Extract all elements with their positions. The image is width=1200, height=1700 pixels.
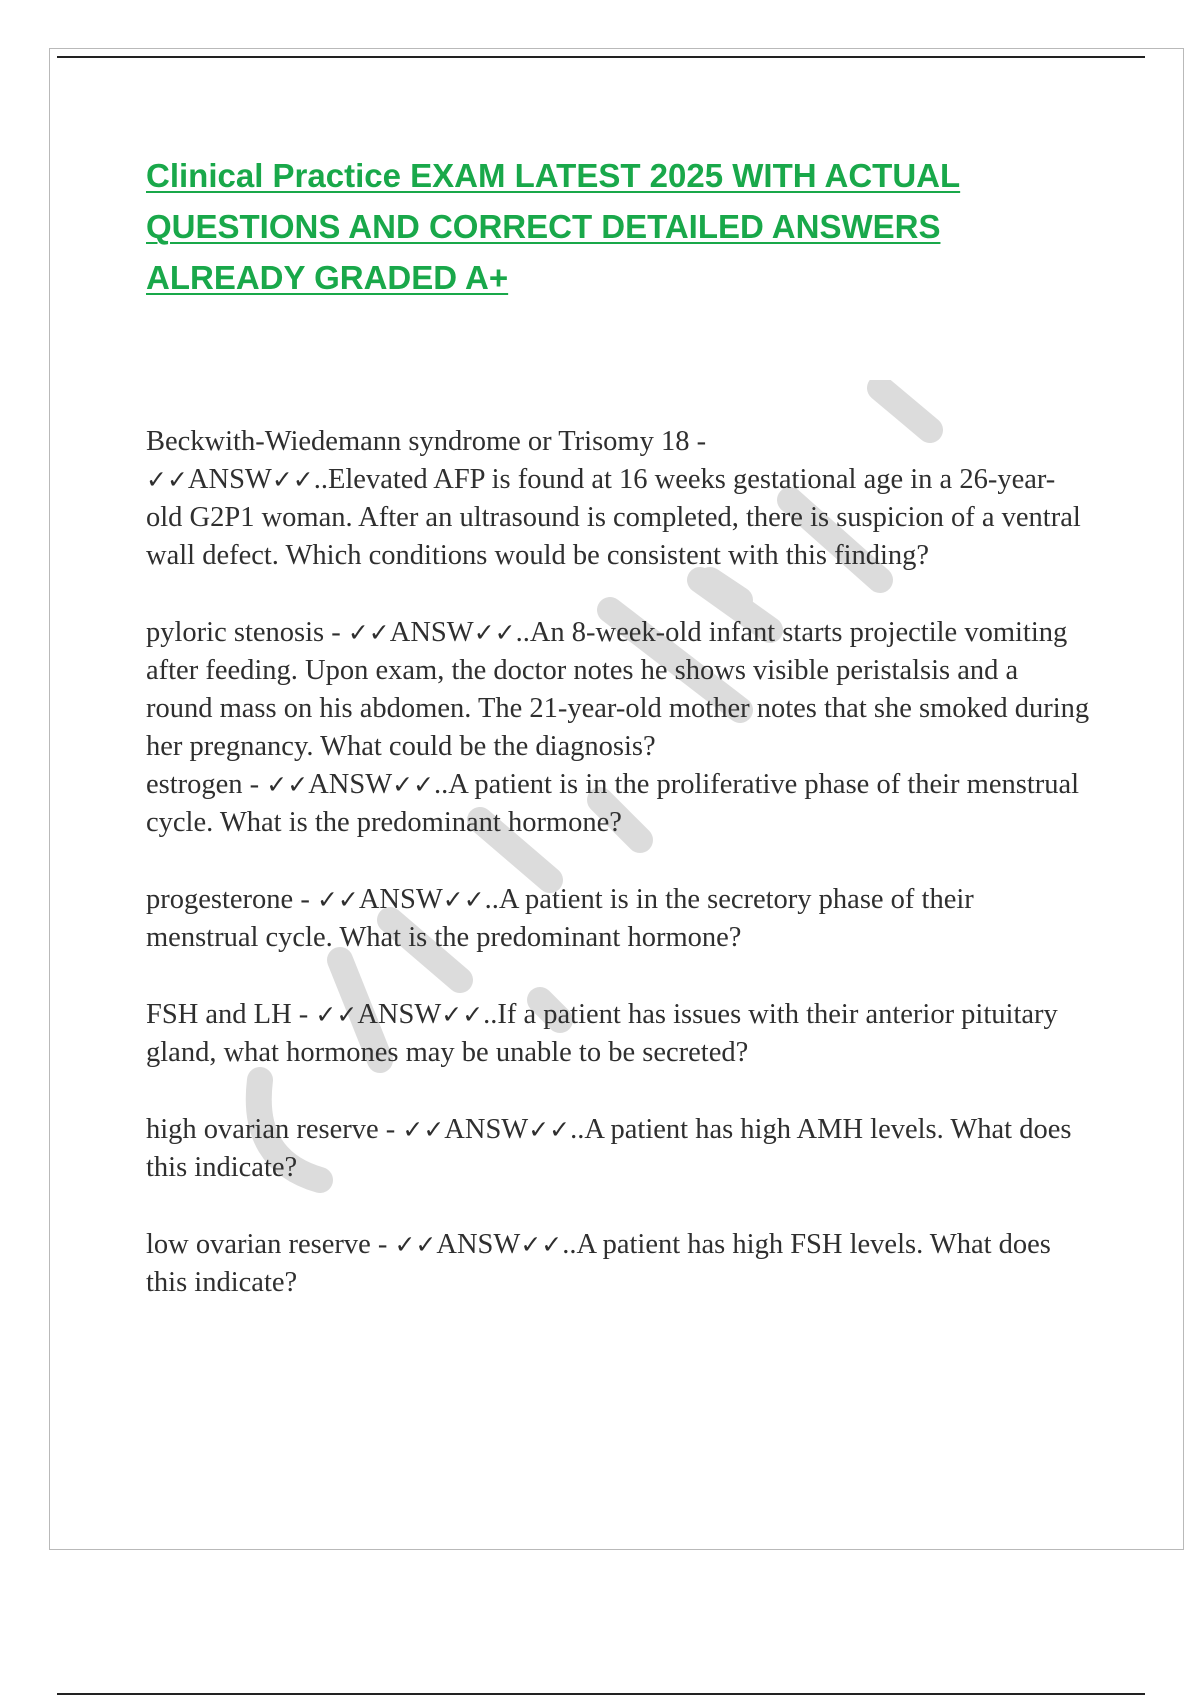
document-title: Clinical Practice EXAM LATEST 2025 WITH ACTUAL QUESTIONS AND CORRECT DETAILED ANSWERS ALREADY GRADED A+ [146, 157, 961, 296]
answer-text: pyloric stenosis - [146, 617, 341, 648]
answer-marker-label: ANSW [358, 884, 443, 915]
question-text: ..If a patient has issues with their anterior pituitary gland, what hormones may be unable to be secreted? [146, 999, 1058, 1068]
check-icon: ✓✓ [394, 1230, 437, 1259]
question-text: ..A patient is in the secretory phase of their menstrual cycle. What is the predominant hormone? [146, 884, 974, 953]
check-icon: ✓✓ [528, 1115, 571, 1144]
answer-text: low ovarian reserve - [146, 1229, 388, 1260]
qa-list [146, 423, 1091, 1302]
qa-item [146, 1111, 1091, 1187]
answer-marker-label: ANSW [187, 464, 272, 495]
check-icon: ✓✓ [146, 465, 188, 494]
check-icon: ✓✓ [520, 1230, 563, 1259]
check-icon: ✓✓ [441, 1000, 484, 1029]
qa-item [146, 1226, 1091, 1302]
answer-text: progesterone - [146, 884, 310, 915]
answer-text: estrogen - [146, 769, 260, 800]
check-icon: ✓✓ [442, 885, 485, 914]
check-icon: ✓✓ [266, 770, 309, 799]
document-content [146, 150, 1091, 1302]
check-icon: ✓✓ [347, 618, 390, 647]
question-text: ..An 8-week-old infant starts projectile vomiting after feeding. Upon exam, the doctor notes he shows visible peristalsis and a round mass on his abdomen. The 21-year-old mother notes that she smoked during her pregnancy. What could be the diagnosis? [146, 617, 1090, 762]
question-text: ..A patient has high FSH levels. What does this indicate? [146, 1229, 1051, 1298]
answer-text: Beckwith-Wiedemann syndrome or Trisomy 18 - [146, 426, 707, 457]
answer-marker-label: ANSW [308, 769, 393, 800]
answer-text: high ovarian reserve - [146, 1114, 396, 1145]
bottom-rule [57, 1693, 1145, 1695]
check-icon: ✓✓ [392, 770, 435, 799]
check-icon: ✓✓ [473, 618, 516, 647]
qa-item [146, 881, 1091, 957]
qa-item [146, 423, 1091, 575]
answer-marker-label: ANSW [444, 1114, 529, 1145]
qa-item [146, 996, 1091, 1072]
question-text: ..A patient is in the proliferative phase of their menstrual cycle. What is the predominant hormone? [146, 769, 1080, 838]
question-text: ..Elevated AFP is found at 16 weeks gestational age in a 26-year-old G2P1 woman. After an ultrasound is completed, there is suspicion of a ventral wall defect. Which conditions would be consistent with this finding? [146, 464, 1081, 571]
answer-text: FSH and LH - [146, 999, 309, 1030]
qa-item [146, 766, 1091, 842]
check-icon: ✓✓ [315, 1000, 358, 1029]
top-rule [57, 56, 1145, 58]
answer-marker-label: ANSW [436, 1229, 521, 1260]
question-text: ..A patient has high AMH levels. What does this indicate? [146, 1114, 1072, 1183]
check-icon: ✓✓ [402, 1115, 445, 1144]
answer-marker-label: ANSW [389, 617, 474, 648]
check-icon: ✓✓ [271, 465, 314, 494]
qa-item [146, 614, 1091, 766]
answer-marker-label: ANSW [357, 999, 442, 1030]
check-icon: ✓✓ [316, 885, 359, 914]
